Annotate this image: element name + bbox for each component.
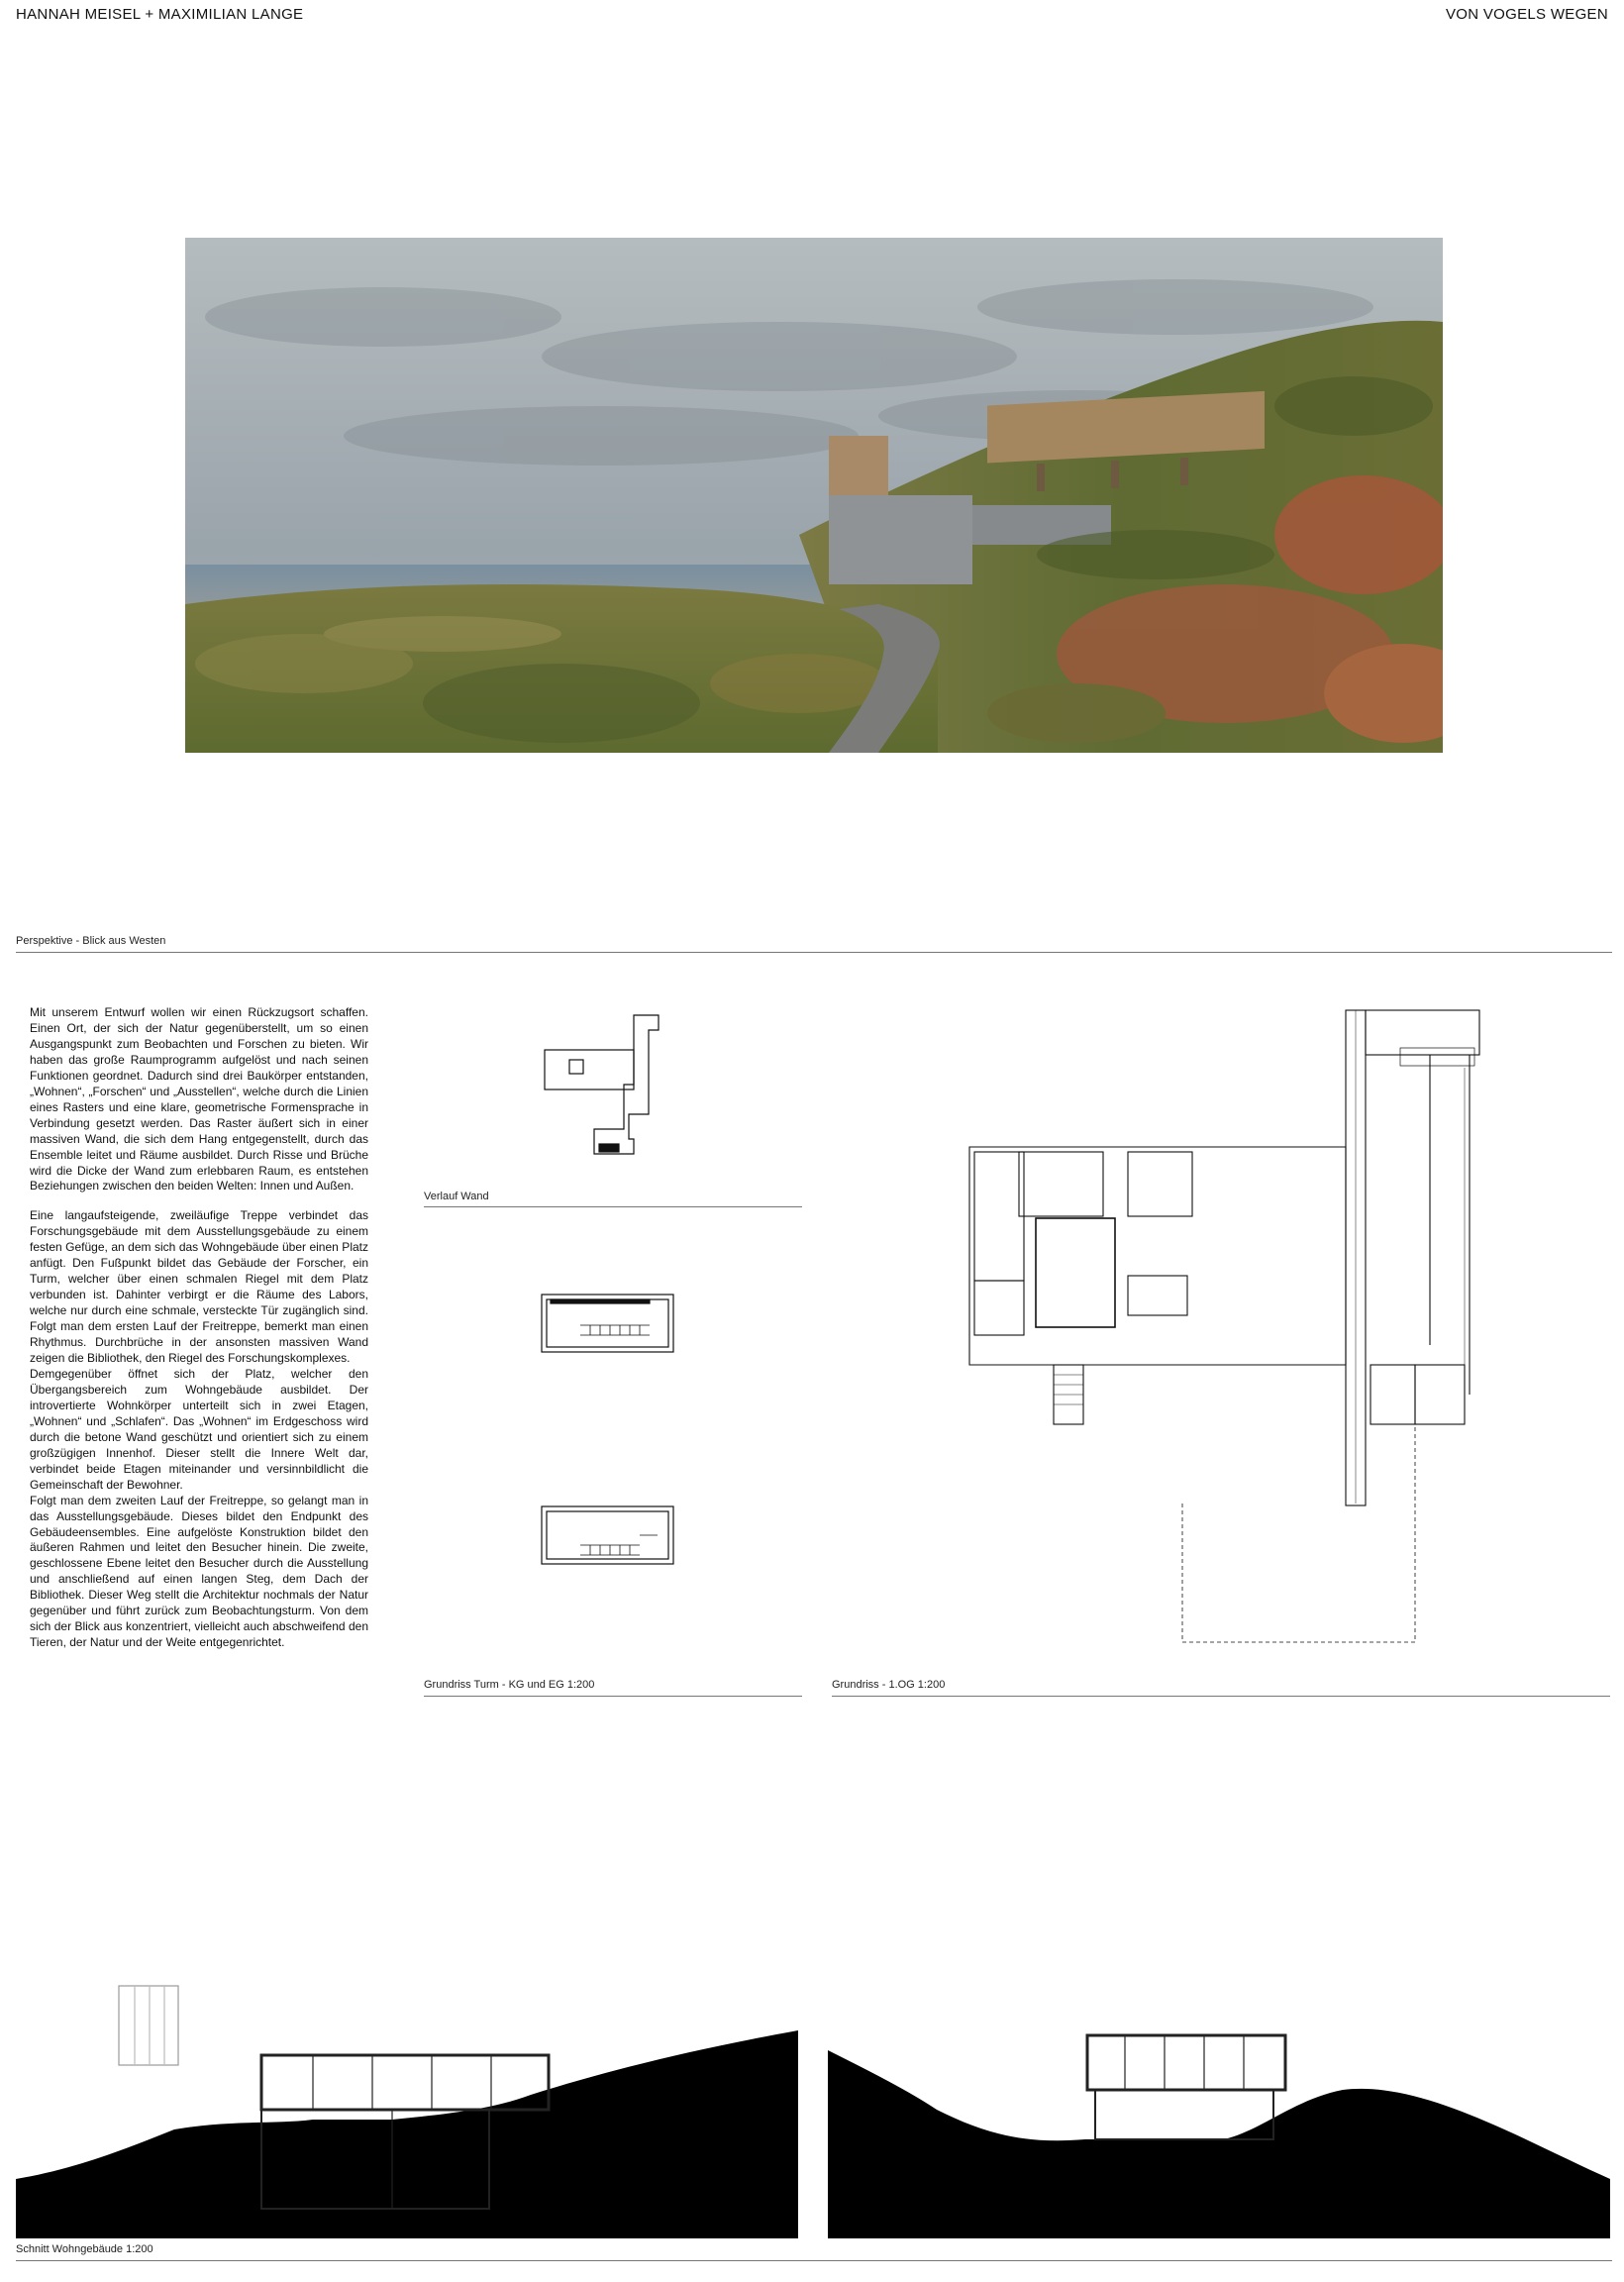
authors-header: HANNAH MEISEL + MAXIMILIAN LANGE <box>16 6 304 23</box>
section-caption: Schnitt Wohngebäude 1:200 <box>16 2243 153 2255</box>
upper-plan-caption: Grundriss - 1.OG 1:200 <box>832 1679 946 1691</box>
terrain-left <box>16 2030 798 2238</box>
section-right <box>828 1981 1614 2238</box>
tower-plan-caption: Grundriss Turm - KG und EG 1:200 <box>424 1679 595 1691</box>
section-rule <box>16 2260 1612 2261</box>
project-description <box>30 1005 368 1651</box>
project-title: VON VOGELS WEGEN <box>1446 6 1608 23</box>
tower-plan-kg <box>541 1294 674 1353</box>
upper-plan-rule <box>832 1696 1610 1697</box>
wall-diagram <box>535 1010 693 1169</box>
paragraph-intro: Mit unserem Entwurf wollen wir einen Rückzugsort schaffen. Einen Ort, der sich der Natur gegenüberstellt, um so einen Ausgangspunkt zum Beobachten und Forschen zu bieten. Wir haben das große Raumprogramm aufgelöst und nach seinen Funktionen geordnet. Dadurch sind drei Baukörper entstanden, „Wohnen“, „Forschen“ und „Ausstellen“, welche durch die Linien eines Rasters und eine klare, geometrische Formensprache in Verbindung gesetzt werden. Das Raster äußert sich in einer massiven Wand, die sich dem Hang entgegenstellt, durch das Ensemble leitet und Räume ausbildet. Durch Risse und Brüche wird die Dicke der Wand zum erlebbaren Raum, es entstehen Beziehungen zwischen den beiden Welten: Innen und Außen. <box>30 1005 368 1193</box>
terrain-right <box>828 2050 1610 2238</box>
perspective-rule <box>16 952 1612 953</box>
tower-plan-eg <box>541 1505 674 1565</box>
paragraph-stair: Eine langaufsteigende, zweiläufige Treppe verbindet das Forschungsgebäude mit dem Ausstellungsgebäude zu einem festen Gefüge, an dem sich das Wohngebäude über einen Platz anfügt. Den Fußpunkt bildet das Gebäude der Forscher, ein Turm, welcher über einen schmalen Riegel mit dem Platz verbunden ist. Dahinter verbirgt er die Räume des Labors, welche nur durch eine schmale, versteckte Tür zugänglich sind. Folgt man dem ersten Lauf der Freitreppe, bemerkt man einen Rhythmus. Durchbrüche in der ansonsten massiven Wand zeigen die Bibliothek, den Riegel des Forschungskomplexes. <box>30 1208 368 1366</box>
section-left <box>16 1981 804 2238</box>
upper-floor-plan <box>964 1008 1505 1648</box>
paragraph-exhibition: Folgt man dem zweiten Lauf der Freitreppe, so gelangt man in das Ausstellungsgebäude. Dieses bildet den Endpunkt des Gebäudeensembles. Eine aufgelöste Konstruktion bildet den äußeren Rahmen und leitet den Besucher hinein. Die zweite, geschlossene Ebene leitet den Besucher durch die Ausstellung und anschließend auf einen langen Steg, dem Dach der Bibliothek. Dieser Weg stellt die Architektur nochmals der Natur gegenüber und führt zurück zum Beobachtungsturm. Von dem sich der Blick aus konzentriert, vielleicht auch abschweifend den Tieren, der Natur und der Weite entgegenrichtet. <box>30 1493 368 1650</box>
perspective-image <box>185 238 1443 753</box>
paragraph-living: Demgegenüber öffnet sich der Platz, welcher den Übergangsbereich zum Wohngebäude ausbildet. Der introvertierte Wohnkörper unterteilt sich in zwei Etagen, „Wohnen“ und „Schlafen“. Das „Wohnen“ im Erdgeschoss wird durch die betone Wand geschützt und orientiert sich zu einem großzügigen Innenhof. Dieser stellt die Innere Welt dar, verbindet beide Etagen miteinander und versinnbildlicht die Gemeinschaft der Bewohner. <box>30 1366 368 1492</box>
wall-rule <box>424 1206 802 1207</box>
wall-caption: Verlauf Wand <box>424 1191 489 1202</box>
tower-plan-rule <box>424 1696 802 1697</box>
perspective-caption: Perspektive - Blick aus Westen <box>16 935 166 947</box>
